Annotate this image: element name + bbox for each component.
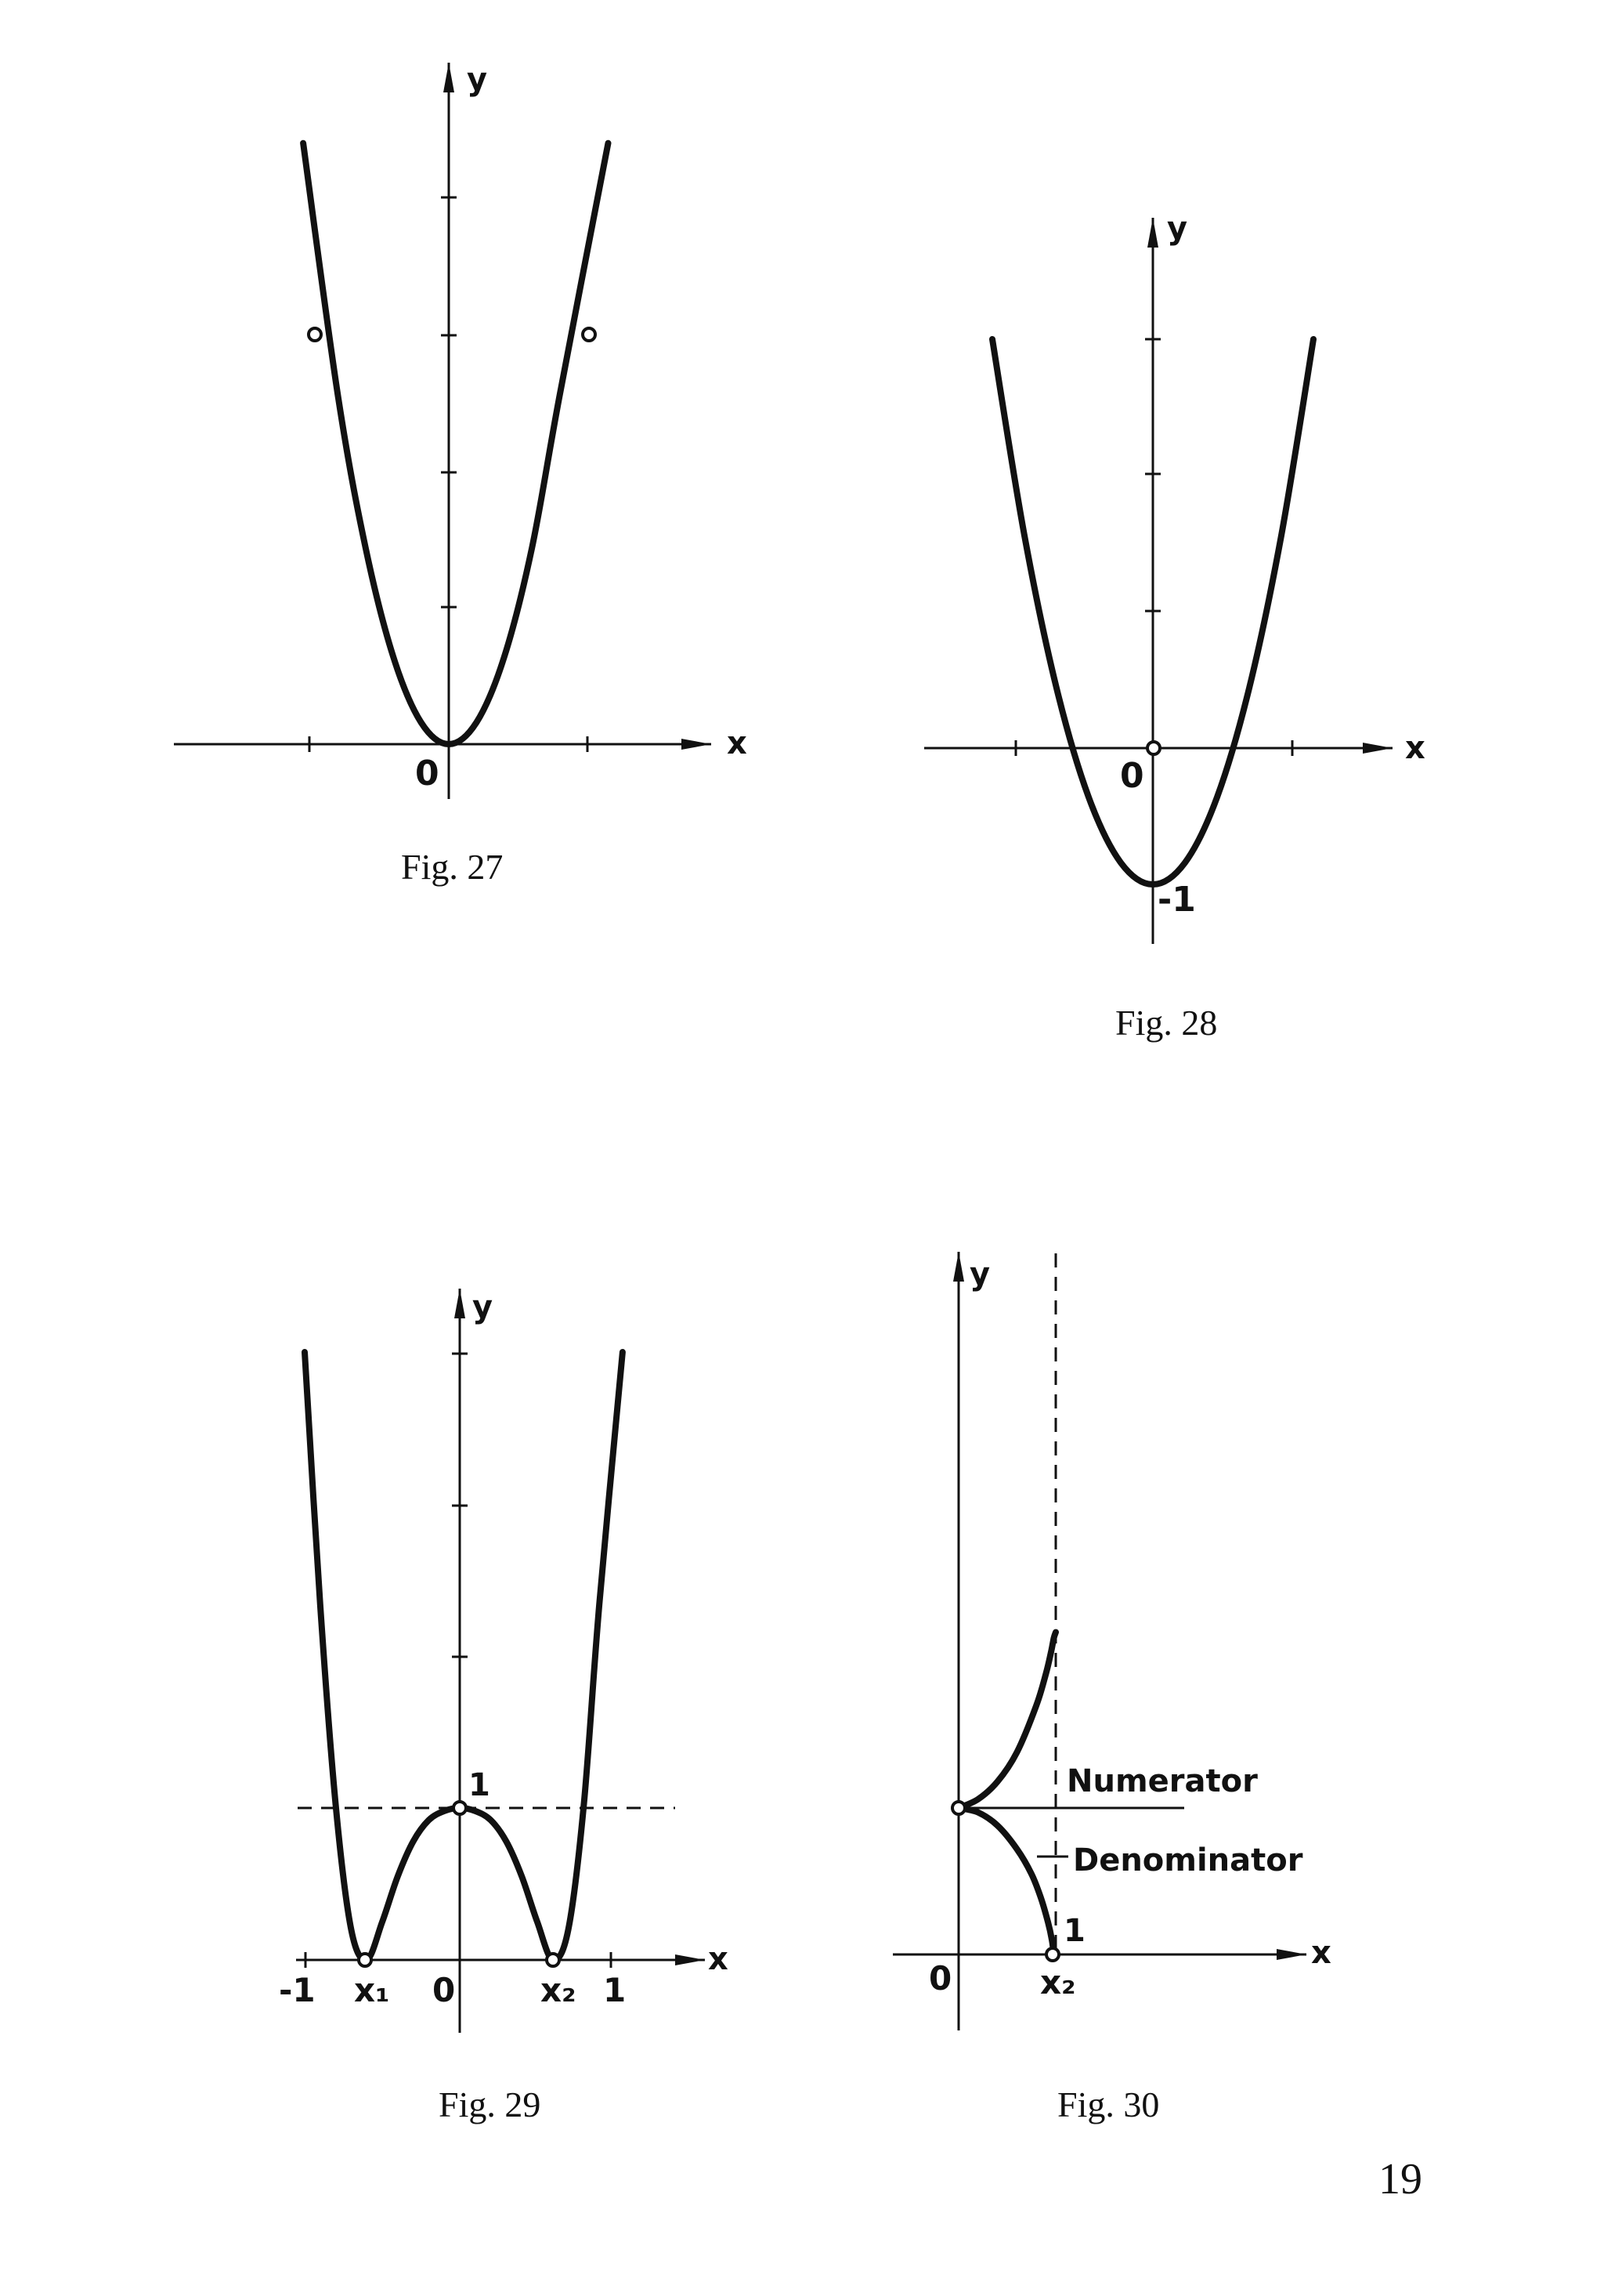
fig29-caption: Fig. 29 bbox=[439, 2084, 541, 2124]
fig30-root-label: x₂ bbox=[1040, 1963, 1076, 2001]
fig30-denominator-curve bbox=[959, 1808, 1054, 1954]
fig30-asymptote-label: 1 bbox=[1064, 1913, 1086, 1949]
fig30-start-point bbox=[952, 1802, 965, 1814]
fig28-y-label: y bbox=[1167, 211, 1188, 247]
fig30-origin-label: 0 bbox=[929, 1959, 952, 1998]
fig29-level-label: 1 bbox=[468, 1767, 490, 1803]
figure-29 bbox=[279, 1289, 728, 2124]
figure-27 bbox=[174, 62, 747, 887]
fig30-y-label: y bbox=[970, 1256, 991, 1293]
fig29-root1-label: x₁ bbox=[354, 1971, 390, 2009]
fig30-numerator-label: Numerator bbox=[1067, 1763, 1258, 1799]
figure-28 bbox=[924, 211, 1425, 1043]
fig28-origin-point bbox=[1147, 742, 1160, 754]
fig30-caption: Fig. 30 bbox=[1057, 2084, 1160, 2124]
fig30-root-point bbox=[1046, 1948, 1059, 1961]
fig30-denominator-label: Denominator bbox=[1073, 1842, 1303, 1878]
figure-30 bbox=[893, 1252, 1331, 2124]
fig29-xmin-label: -1 bbox=[279, 1971, 316, 2009]
fig29-x-label: x bbox=[708, 1941, 728, 1977]
fig29-origin-label: 0 bbox=[432, 1971, 456, 2009]
fig27-parabola bbox=[303, 143, 608, 744]
fig28-ymin-label: -1 bbox=[1158, 880, 1196, 920]
fig28-x-label: x bbox=[1405, 730, 1425, 766]
fig27-point-right bbox=[583, 328, 595, 341]
fig29-root-point-2 bbox=[547, 1954, 559, 1966]
fig27-origin-label: 0 bbox=[415, 754, 439, 794]
fig27-caption: Fig. 27 bbox=[401, 847, 504, 887]
fig29-y-label: y bbox=[472, 1289, 493, 1325]
fig28-origin-label: 0 bbox=[1120, 756, 1144, 796]
fig29-root-point-1 bbox=[359, 1954, 371, 1966]
fig27-x-label: x bbox=[727, 725, 747, 761]
fig27-point-left bbox=[309, 328, 321, 341]
fig29-root2-label: x₂ bbox=[540, 1971, 576, 2009]
fig30-numerator-curve bbox=[959, 1633, 1056, 1808]
fig29-peak-point bbox=[453, 1802, 466, 1814]
fig28-caption: Fig. 28 bbox=[1115, 1003, 1218, 1043]
fig29-xmax-label: 1 bbox=[603, 1971, 627, 2009]
fig27-y-label: y bbox=[467, 62, 488, 98]
page-number: 19 bbox=[1378, 2155, 1422, 2204]
fig30-x-label: x bbox=[1311, 1935, 1331, 1971]
